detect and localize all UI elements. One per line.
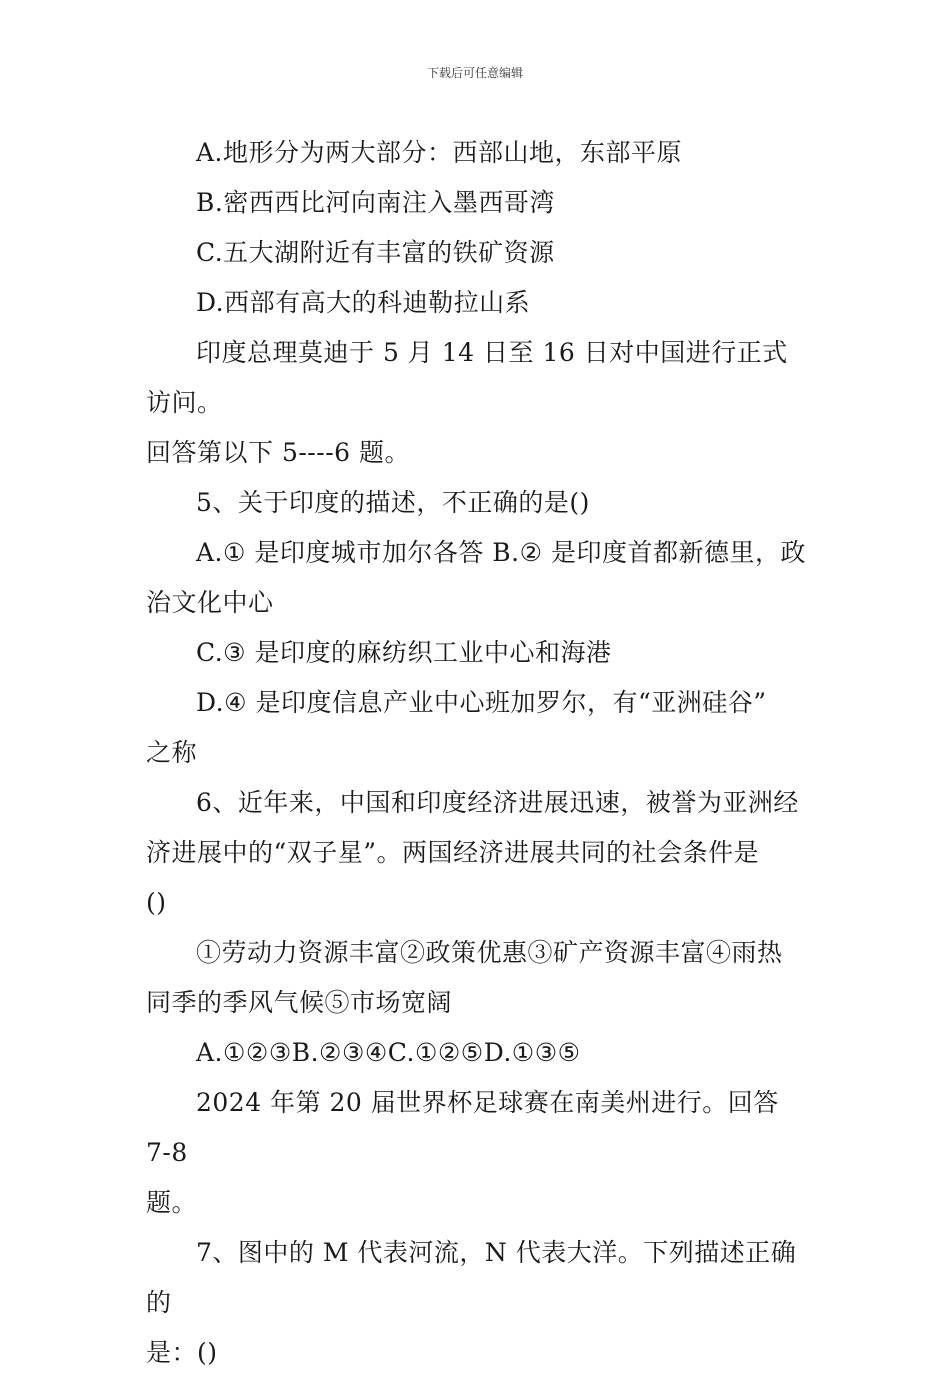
question-6-options: A.①②③B.②③④C.①②⑤D.①③⑤ [196, 1038, 581, 1067]
question-6-blank: () [146, 888, 167, 917]
passage-intro-continued: 回答第以下 5----6 题。 [146, 438, 410, 467]
question-7-stem: 7、图中的 M 代表河流，N 代表大洋。下列描述正确的 [146, 1238, 797, 1317]
option-a-line: A.地形分为两大部分：西部山地，东部平原 [196, 138, 683, 167]
question-5-stem: 5、关于印度的描述，不正确的是() [196, 488, 590, 517]
question-5-option-d-continued: 之称 [146, 738, 198, 767]
option-c-line: C.五大湖附近有丰富的铁矿资源 [196, 238, 555, 267]
passage-worldcup-continued: 题。 [146, 1188, 198, 1217]
question-7-stem-continued: 是：() [146, 1338, 218, 1367]
option-b-line: B.密西西比河向南注入墨西哥湾 [196, 188, 555, 217]
question-6-stem-continued: 济进展中的“双子星”。两国经济进展共同的社会条件是 [146, 838, 760, 867]
document-body [146, 128, 810, 1378]
page-header: 下载后可任意编辑 [426, 66, 523, 80]
option-d-line: D.西部有高大的科迪勒拉山系 [196, 288, 531, 317]
question-5-options-ab-continued: 治文化中心 [146, 588, 274, 617]
passage-worldcup-line: 2024 年第 20 届世界杯足球赛在南美州进行。回答 7-8 [146, 1088, 779, 1167]
passage-intro-line: 印度总理莫迪于 5 月 14 日至 16 日对中国进行正式访问。 [146, 338, 788, 417]
question-5-option-c: C.③ 是印度的麻纺织工业中心和海港 [196, 638, 612, 667]
question-5-option-d: D.④ 是印度信息产业中心班加罗尔，有“亚洲硅谷” [196, 688, 767, 717]
question-6-stem: 6、近年来，中国和印度经济进展迅速，被誉为亚洲经 [196, 788, 799, 817]
question-6-conditions: ①劳动力资源丰富②政策优惠③矿产资源丰富④雨热 [196, 938, 783, 967]
question-6-conditions-continued: 同季的季风气候⑤市场宽阔 [146, 988, 453, 1017]
question-5-options-ab: A.① 是印度城市加尔各答 B.② 是印度首都新德里，政 [196, 538, 806, 567]
